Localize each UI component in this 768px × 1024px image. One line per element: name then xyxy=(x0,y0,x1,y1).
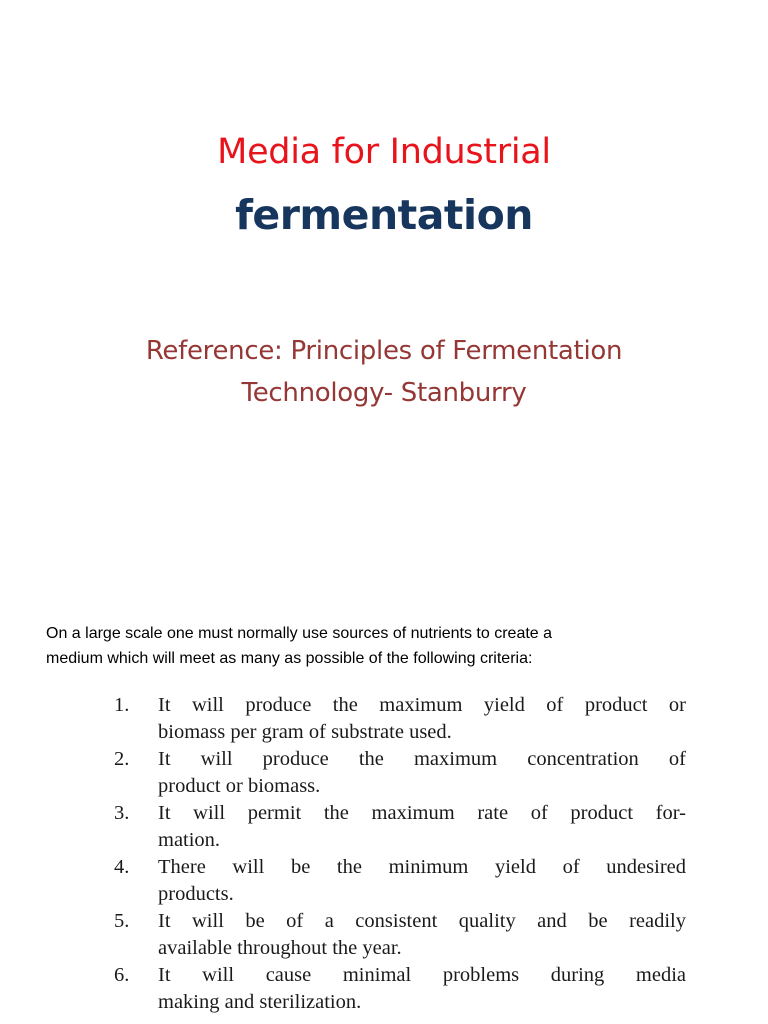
criteria-text xyxy=(158,962,686,1016)
criteria-text xyxy=(158,854,686,908)
criteria-item xyxy=(104,692,704,746)
criteria-text-line: products. xyxy=(158,883,234,905)
criteria-text-line: making and sterilization. xyxy=(158,991,362,1013)
criteria-text xyxy=(158,908,686,962)
criteria-item xyxy=(104,854,704,908)
criteria-text-line: It will be of a consistent quality and be readily xyxy=(158,910,686,932)
criteria-text xyxy=(158,800,686,854)
criteria-number: 4. xyxy=(114,856,130,878)
slide-title-line1: Media for Industrial xyxy=(217,132,551,172)
criteria-text-line: It will cause minimal problems during media xyxy=(158,964,686,986)
criteria-number: 3. xyxy=(114,802,130,824)
criteria-item xyxy=(104,800,704,854)
criteria-text xyxy=(158,746,686,800)
criteria-text-line: available throughout the year. xyxy=(158,937,402,959)
criteria-number: 2. xyxy=(114,748,130,770)
slide-title-line2: fermentation xyxy=(235,191,533,239)
reference-text xyxy=(84,330,684,414)
criteria-item xyxy=(104,746,704,800)
intro-line2: medium which will meet as many as possible of the following criteria: xyxy=(46,650,533,667)
reference-line2: Technology- Stanburry xyxy=(241,378,527,408)
reference-line1: Reference: Principles of Fermentation xyxy=(145,336,623,366)
criteria-list xyxy=(104,692,704,1016)
criteria-text-line: It will permit the maximum rate of product for- xyxy=(158,802,686,824)
criteria-text-line: It will produce the maximum concentration of xyxy=(158,748,686,770)
criteria-number: 6. xyxy=(114,964,130,986)
intro-paragraph xyxy=(46,621,746,671)
criteria-number: 1. xyxy=(114,694,130,716)
criteria-text xyxy=(158,692,686,746)
criteria-text-line: biomass per gram of substrate used. xyxy=(158,721,452,743)
criteria-item xyxy=(104,908,704,962)
criteria-text-line: It will produce the maximum yield of product or xyxy=(158,694,686,716)
criteria-text-line: product or biomass. xyxy=(158,775,321,797)
criteria-text-line: mation. xyxy=(158,829,221,851)
criteria-text-line: There will be the minimum yield of undesired xyxy=(158,856,686,878)
criteria-number: 5. xyxy=(114,910,130,932)
criteria-item xyxy=(104,962,704,1016)
intro-line1: On a large scale one must normally use sources of nutrients to create a xyxy=(46,625,553,642)
